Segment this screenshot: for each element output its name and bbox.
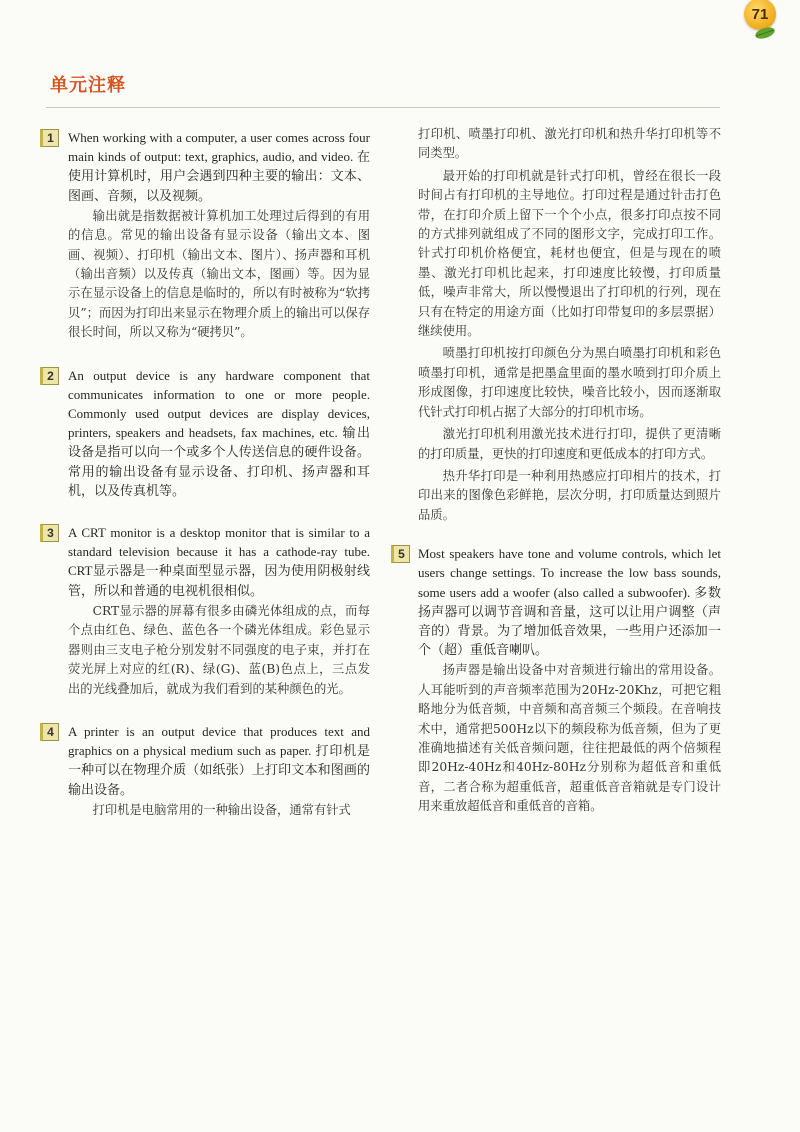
section-title: 单元注释 xyxy=(50,75,126,96)
note-number-badge: 4 xyxy=(40,723,59,741)
note-explanation: CRT显示器的屏幕有很多由磷光体组成的点，而每个点由红色、绿色、蓝色各一个磷光体组成。彩色显示器则由三支电子枪分别发射不同强度的电子束，并打在荧光屏上对应的红(R)、绿(G)、蓝(B)色点上，三点发出的光线叠加后，就成为我们看到的某种颜色的光。 xyxy=(68,603,370,696)
note-explanation: 输出就是指数据被计算机加工处理过后得到的有用的信息。常见的输出设备有显示设备（输出文本、图画、视频）、打印机（输出文本、图片）、扬声器和耳机（输出音频）以及传真（输出文本，图画）等。因为显示在显示设备上的信息是临时的，所以有时被称为“软拷贝”；而因为打印出来显示在物理介质上的输出可以保存很长时间，所以又称为“硬拷贝”。 xyxy=(68,208,370,340)
left-column xyxy=(40,128,370,843)
note-3 xyxy=(40,523,370,699)
note-explanation: 扬声器是输出设备中对音频进行输出的常用设备。人耳能听到的声音频率范围为20Hz-20Khz，可把它粗略地分为低音频，中音频和高音频三个频段。在音响技术中，通常把500Hz以下的频段称为低音频，但为了更准确地描述有关低音频问题，往往把最低的两个倍频程即20Hz-40Hz和40Hz-80Hz分别称为超低音和重低音，二者合称为超重低音，超重低音音箱就是专门设计用来重放超低音和重低音的音箱。 xyxy=(418,663,721,814)
note-text: An output device is any hardware component that communicates information to one or more people. Commonly used output devices are display devices, printers, speakers and headsets, fax machines, etc. 输出设备是指可以向一个或多个人传送信息的硬件设备。常用的输出设备有显示设备、打印机、扬声器和耳机，以及传真机等。 xyxy=(68,367,370,498)
note-explanation: 喷墨打印机按打印颜色分为黑白喷墨打印机和彩色喷墨打印机，通常是把墨盒里面的墨水喷到打印介质上形成图像，打印速度比较快，噪音比较小，因而逐渐取代针式打印机占据了大部分的打印机市场。 xyxy=(418,346,721,419)
heading-divider xyxy=(46,107,720,108)
note-explanation-continued: 打印机、喷墨打印机、激光打印机和热升华打印机等不同类型。 xyxy=(418,127,721,161)
note-number-badge: 1 xyxy=(40,129,59,147)
note-text: A CRT monitor is a desktop monitor that is similar to a standard television because it has a cathode-ray tube. CRT显示器是一种桌面型显示器，因为使用阴极射线管，所以和普通的电视机很相似。 xyxy=(68,525,370,598)
note-text: Most speakers have tone and volume controls, which let users change settings. To increase the low bass sounds, some users add a woofer (also called a subwoofer). 多数扬声器可以调节音调和音量，这可以让用户调整（声音的）背景。为了增加低音效果，一些用户还添加一个（超）重低音喇叭。 xyxy=(418,546,721,658)
note-number-badge: 2 xyxy=(40,367,59,385)
note-2 xyxy=(40,366,370,500)
page-number: 71 xyxy=(751,5,769,23)
note-number-badge: 3 xyxy=(40,524,59,542)
note-4-continued xyxy=(391,125,721,525)
right-column xyxy=(391,125,721,840)
note-explanation: 热升华打印是一种利用热感应打印相片的技术，打印出来的图像色彩鲜艳，层次分明，打印质量达到照片品质。 xyxy=(418,468,721,522)
note-explanation: 打印机是电脑常用的一种输出设备，通常有针式 xyxy=(92,802,351,817)
note-5 xyxy=(391,544,721,816)
note-text: A printer is an output device that produces text and graphics on a physical medium such as paper. 打印机是一种可以在物理介质（如纸张）上打印文本和图画的输出设备。 xyxy=(68,723,370,797)
note-explanation: 激光打印机利用激光技术进行打印，提供了更清晰的打印质量，更快的打印速度和更低成本的打印方式。 xyxy=(418,427,721,461)
note-text: When working with a computer, a user comes across four main kinds of output: text, graphics, audio, and video. 在使用计算机时，用户会遇到四种主要的输出：文本、图画、音频，以及视频。 xyxy=(68,130,370,203)
leaf-icon xyxy=(752,24,778,42)
note-1 xyxy=(40,128,370,343)
note-number-badge: 5 xyxy=(391,545,410,563)
note-explanation: 最开始的打印机就是针式打印机，曾经在很长一段时间占有打印机的主导地位。打印过程是通过针击打色带，在打印介质上留下一个个小点，很多打印点按不同的方式排列就组成了不同的图形文字，完成打印工作。针式打印机价格便宜，耗材也便宜，但是与现在的喷墨、激光打印机比起来，打印速度比较慢，打印质量低，噪声非常大，所以慢慢退出了打印机的行列，现在只有在特定的用途方面（比如打印带复印的多层票据）继续使用。 xyxy=(418,168,721,339)
note-4 xyxy=(40,722,370,820)
